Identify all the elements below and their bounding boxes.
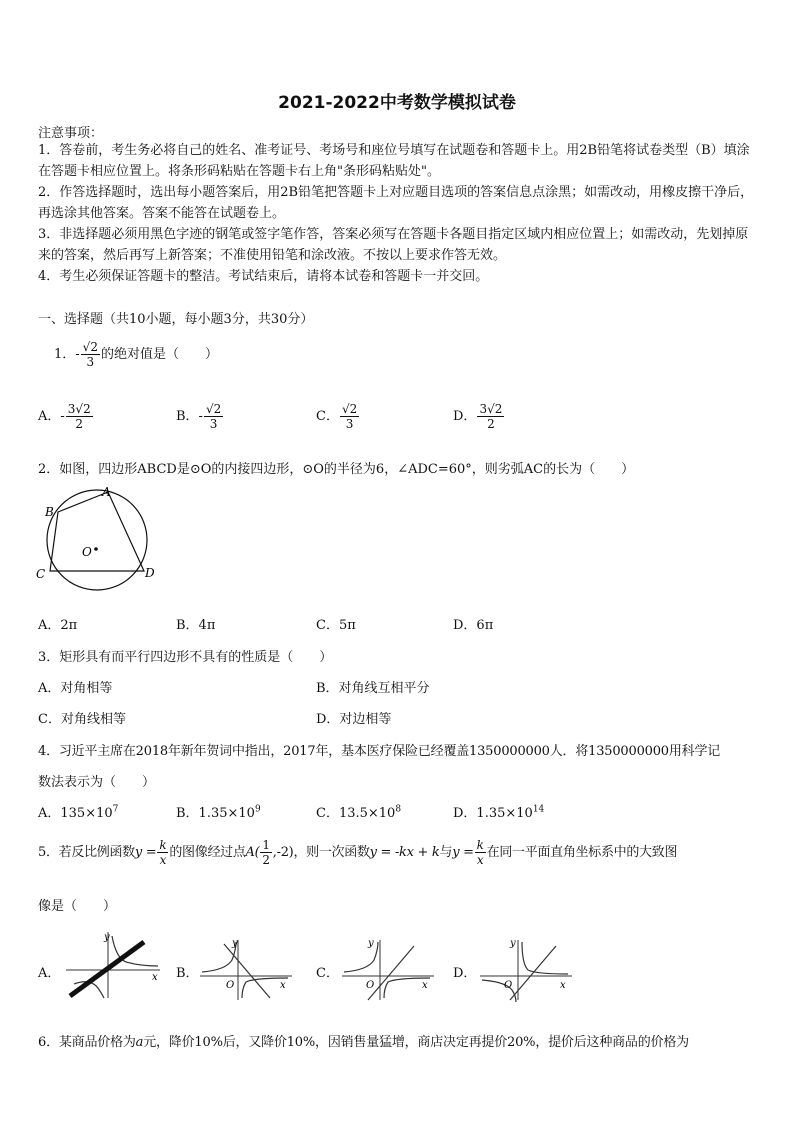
notice-heading: 注意事项： bbox=[38, 126, 104, 141]
q5-option-d-label[interactable]: D． bbox=[453, 966, 477, 981]
q5-graph-b-x: x bbox=[280, 980, 286, 991]
q5-half-den: 2 bbox=[262, 853, 270, 867]
q5-graph-b-o: O bbox=[226, 980, 235, 991]
notice-item-1: 1．答卷前，考生务必将自己的姓名、准考证号、考场号和座位号填写在试题卷和答题卡上。用2B铅笔将试卷类型（B）填涂在答题卡相应位置上。将条形码粘贴在答题卡右上角"条形码粘贴处"。 bbox=[38, 143, 750, 179]
q4-option-a-exp: 7 bbox=[112, 804, 119, 815]
q5-part2: 的图像经过点 bbox=[169, 845, 246, 860]
q5-x-2: x bbox=[476, 853, 484, 867]
q4-option-b[interactable] bbox=[176, 802, 261, 821]
q1-fraction bbox=[81, 340, 100, 369]
q1-option-d[interactable] bbox=[453, 402, 505, 431]
q5-k-over-x-1 bbox=[157, 838, 168, 867]
q1-option-a-fraction bbox=[66, 402, 93, 431]
q5-k-over-x-2 bbox=[475, 838, 486, 867]
q1-prefix: 1．- bbox=[54, 347, 80, 362]
q5-part5: 在同一平面直角坐标系中的大致图 bbox=[486, 845, 678, 860]
question-6 bbox=[38, 1031, 689, 1050]
q5-half bbox=[260, 838, 271, 867]
q4-option-c[interactable] bbox=[316, 802, 401, 821]
q5-graph-d-o: O bbox=[504, 980, 513, 991]
notice-item-3: 3．非选择题必须用黑色字迹的钢笔或签字笔作答，答案必须写在答题卡各题目指定区域内相应位置上；如需改动，先划掉原来的答案，然后再写上新答案；不准使用铅笔和涂改液。不按以上要求作答无效。 bbox=[38, 227, 749, 263]
q1-num: √2 bbox=[82, 340, 98, 354]
q1-option-c-num: √2 bbox=[341, 402, 358, 416]
q1-option-a-den: 2 bbox=[75, 417, 84, 431]
q1-option-c[interactable] bbox=[316, 402, 360, 431]
q1-option-d-num: 3√2 bbox=[479, 402, 503, 416]
q6-var: a bbox=[135, 1035, 144, 1050]
q2-option-a[interactable]: A．2π bbox=[38, 618, 78, 633]
q5-graph-c[interactable] bbox=[338, 936, 438, 1002]
q1-option-b-den: 3 bbox=[209, 417, 218, 431]
q5-k-2: k bbox=[476, 838, 484, 852]
q4-option-a[interactable] bbox=[38, 802, 118, 821]
q5-graph-c-o: O bbox=[366, 980, 375, 991]
q5-option-c-label[interactable]: C． bbox=[316, 966, 339, 981]
question-3: 3．矩形具有而平行四边形不具有的性质是（ ） bbox=[38, 650, 333, 665]
section-heading: 一、选择题（共10小题，每小题3分，共30分） bbox=[38, 312, 314, 327]
q1-suffix: 的绝对值是（ ） bbox=[100, 347, 218, 362]
q1-option-d-fraction bbox=[477, 402, 504, 431]
quadrilateral-abcd bbox=[50, 492, 144, 571]
label-o: O bbox=[82, 545, 92, 559]
q1-den: 3 bbox=[86, 355, 95, 369]
q4-option-b-base: B．1.35×10 bbox=[176, 806, 255, 821]
q2-option-b[interactable]: B．4π bbox=[176, 618, 216, 633]
q1-option-b[interactable] bbox=[176, 402, 224, 431]
q5-graph-d-x: x bbox=[560, 980, 566, 991]
q5-graph-b[interactable] bbox=[196, 936, 296, 1002]
q1-option-a-num: 3√2 bbox=[67, 402, 91, 416]
question-4-line-1: 4．习近平主席在2018年新年贺词中指出，2017年，基本医疗保险已经覆盖1350000000人．将1350000000用科学记 bbox=[38, 744, 721, 759]
question-2: 2．如图，四边形ABCD是⊙O的内接四边形，⊙O的半径为6，∠ADC=60°，则劣弧AC的长为（ ） bbox=[38, 462, 635, 477]
q6-part2: 元，降价10%后，又降价10%，因销售量猛增，商店决定再提价20%，提价后这种商品的价格为 bbox=[143, 1035, 689, 1050]
q5-part4: 与 bbox=[439, 845, 453, 860]
q5-point: A( bbox=[245, 845, 260, 860]
q1-option-b-num: √2 bbox=[205, 402, 222, 416]
q4-option-d-exp: 14 bbox=[532, 804, 545, 815]
q5-graph-b-y: y bbox=[232, 938, 238, 949]
q4-option-b-exp: 9 bbox=[254, 804, 261, 815]
q5-y1: y = bbox=[134, 845, 157, 860]
q1-option-a[interactable] bbox=[38, 402, 94, 431]
circle-quadrilateral-figure bbox=[34, 482, 164, 592]
q5-x-1: x bbox=[159, 853, 167, 867]
q5-option-a-label[interactable]: A． bbox=[38, 966, 61, 981]
page-title: 2021-2022中考数学模拟试卷 bbox=[278, 93, 516, 113]
q2-option-c[interactable]: C．5π bbox=[316, 618, 356, 633]
q3-option-c[interactable]: C．对角线相等 bbox=[38, 712, 126, 727]
q5-linear: y = -kx + k bbox=[369, 845, 440, 860]
q5-graph-c-x: x bbox=[422, 980, 428, 991]
q5-k-1: k bbox=[159, 838, 167, 852]
notice-item-2: 2．作答选择题时，选出每小题答案后，用2B铅笔把答题卡上对应题目选项的答案信息点涂黑；如需改动，用橡皮擦干净后，再选涂其他答案。答案不能答在试题卷上。 bbox=[38, 185, 754, 221]
q4-option-d[interactable] bbox=[453, 802, 544, 821]
q5-graph-d-y: y bbox=[510, 938, 516, 949]
q4-option-c-exp: 8 bbox=[395, 804, 402, 815]
q5-graph-a-x: x bbox=[152, 972, 158, 983]
q5-graph-a[interactable] bbox=[60, 928, 164, 1000]
q5-option-b-label[interactable]: B． bbox=[176, 966, 199, 981]
question-1 bbox=[54, 340, 218, 369]
q1-option-c-fraction bbox=[340, 402, 359, 431]
q5-part1: 5．若反比例函数 bbox=[38, 845, 135, 860]
center-dot bbox=[94, 547, 98, 551]
circle-o bbox=[47, 490, 147, 590]
q5-graph-a-y: y bbox=[104, 932, 110, 943]
q5-graph-c-y: y bbox=[368, 938, 374, 949]
question-5-line-1 bbox=[38, 838, 677, 867]
q1-option-c-den: 3 bbox=[345, 417, 354, 431]
q5-part3: ，则一次函数 bbox=[293, 845, 370, 860]
q5-point-end: ,-2) bbox=[272, 845, 294, 860]
q5-graph-d[interactable] bbox=[476, 936, 576, 1002]
q1-option-b-fraction bbox=[204, 402, 223, 431]
q3-option-a[interactable]: A．对角相等 bbox=[38, 681, 113, 696]
q5-y2: y = bbox=[452, 845, 474, 860]
q6-part1: 6．某商品价格为 bbox=[38, 1035, 136, 1050]
q1-option-c-label: C． bbox=[316, 409, 339, 424]
q3-option-d[interactable]: D．对边相等 bbox=[316, 712, 392, 727]
label-a: A bbox=[102, 485, 111, 499]
q2-option-d[interactable]: D．6π bbox=[453, 618, 494, 633]
q1-option-d-den: 2 bbox=[487, 417, 495, 431]
q4-option-a-base: A．135×10 bbox=[38, 806, 113, 821]
notice-item-4: 4．考生必须保证答题卡的整洁。考试结束后，请将本试卷和答题卡一并交回。 bbox=[38, 269, 489, 284]
label-d: D bbox=[145, 566, 155, 580]
label-c: C bbox=[36, 567, 46, 581]
q3-option-b[interactable]: B．对角线互相平分 bbox=[316, 681, 430, 696]
q1-option-d-label: D． bbox=[453, 409, 477, 424]
q5-half-num: 1 bbox=[262, 838, 270, 852]
label-b: B bbox=[45, 505, 54, 519]
q1-option-a-label: A．- bbox=[38, 409, 65, 424]
q4-option-d-base: D．1.35×10 bbox=[453, 806, 533, 821]
question-5-line-2: 像是（ ） bbox=[38, 899, 117, 914]
q4-option-c-base: C．13.5×10 bbox=[316, 806, 396, 821]
q1-option-b-label: B．- bbox=[176, 409, 203, 424]
question-4-line-2: 数法表示为（ ） bbox=[38, 775, 156, 790]
